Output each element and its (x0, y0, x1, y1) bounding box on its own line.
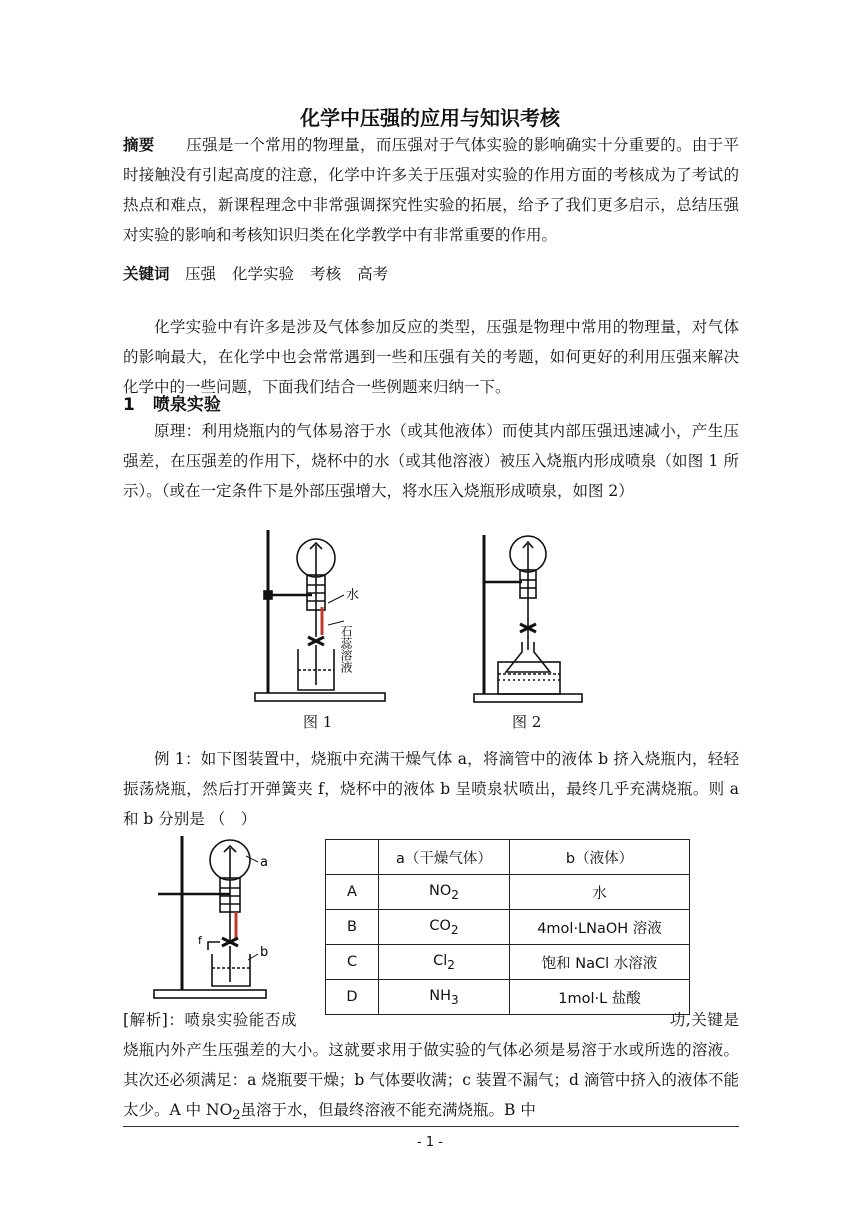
table-row (326, 945, 690, 980)
option-gas: $CO_2$ (379, 910, 510, 945)
section-title: 喷泉实验 (152, 395, 221, 415)
figure-1-label-litmus: 石蕊溶液 (339, 625, 353, 673)
table-row (326, 875, 690, 910)
keywords (123, 259, 739, 289)
abstract-label: 摘要 (123, 136, 155, 154)
option-liquid: 1mol·L 盐酸 (510, 980, 690, 1015)
abstract-text: 压强是一个常用的物理量，而压强对于气体实验的影响确实十分重要的。由于平时接触没有引起高度的注意，化学中许多关于压强对实验的作用方面的考核成为了考试的热点和难点，新课程理念中非常强调探究性实验的拓展，给予了我们更多启示，总结压强对实验的影响和考核知识归类在化学教学中有非常重要的作用。 (123, 136, 739, 244)
analysis-subscript: 2 (232, 1108, 241, 1124)
section-heading (123, 390, 221, 415)
figure-1-apparatus (250, 525, 390, 710)
option-gas: $NH_3$ (379, 980, 510, 1015)
keyword-item: 压强 (185, 265, 217, 283)
option-gas: $Cl_2$ (379, 945, 510, 980)
option-letter: C (326, 945, 379, 980)
option-letter: D (326, 980, 379, 1015)
section-number: 1 (123, 395, 135, 415)
option-letter: B (326, 910, 379, 945)
option-liquid: 水 (510, 875, 690, 910)
keyword-item: 化学实验 (232, 265, 295, 283)
table-header-cell: a（干燥气体） (379, 840, 510, 875)
table-row (326, 910, 690, 945)
options-table (325, 839, 690, 1015)
analysis-paragraph (123, 1005, 739, 1131)
analysis-text-end: 虽溶于水，但最终溶液不能充满烧瓶。B 中 (240, 1101, 536, 1119)
figure-3-label-b: b (260, 945, 269, 960)
option-letter: A (326, 875, 379, 910)
table-header-row (326, 840, 690, 875)
option-liquid: 4mol·LNaOH 溶液 (510, 910, 690, 945)
document-title: 化学中压强的应用与知识考核 (300, 106, 560, 130)
figure-1-label-water: 水 (346, 588, 360, 603)
figure-3-label-f: f (198, 934, 202, 947)
analysis-text: 功,关键是烧瓶内外产生压强差的大小。这就要求用于做实验的气体必须是易溶于水或所选的溶液。其次还必须满足：a 烧瓶要干燥；b 气体要收满；c 装置不漏气；d 滴管中挤入的液体不能太少。A 中 NO (123, 1011, 739, 1119)
example-1-paragraph: 例 1：如下图装置中，烧瓶中充满干燥气体 a，将滴管中的液体 b 挤入烧瓶内，轻轻振荡烧瓶，然后打开弹簧夹 f，烧杯中的液体 b 呈喷泉状喷出，最终几乎充满烧瓶。则 a 和 b 分别是 （ ） (123, 750, 739, 828)
analysis-lead: [解析]：喷泉实验能否成 (123, 1011, 298, 1029)
intro-paragraph: 化学实验中有许多是涉及气体参加反应的类型，压强是物理中常用的物理量，对气体的影响最大，在化学中也会常常遇到一些和压强有关的考题，如何更好的利用压强来解决化学中的一些问题，下面我们结合一些例题来归纳一下。 (123, 318, 739, 396)
keyword-item: 高考 (357, 265, 389, 283)
table-header-cell: b（液体） (510, 840, 690, 875)
figure-2-apparatus (470, 530, 590, 710)
figure-3-apparatus (150, 832, 278, 1004)
figure-1-caption: 图 1 (303, 713, 333, 731)
principle-paragraph: 原理：利用烧瓶内的气体易溶于水（或其他液体）而使其内部压强迅速减小，产生压强差，在压强差的作用下，烧杯中的水（或其他溶液）被压入烧瓶内形成喷泉（如图 1 所示）。（或在一定条件下是外部压强增大，将水压入烧瓶形成喷泉，如图 2） (123, 422, 739, 500)
figure-3-label-a: a (260, 855, 268, 870)
option-liquid: 饱和 NaCl 水溶液 (510, 945, 690, 980)
option-gas: $NO_2$ (379, 875, 510, 910)
page-number: - 1 - (417, 1135, 443, 1150)
figure-2-caption: 图 2 (512, 713, 542, 731)
keyword-item: 考核 (310, 265, 342, 283)
keywords-label: 关键词 (123, 265, 170, 283)
abstract (123, 130, 739, 250)
footer-divider (123, 1126, 739, 1127)
table-header-cell (326, 840, 379, 875)
